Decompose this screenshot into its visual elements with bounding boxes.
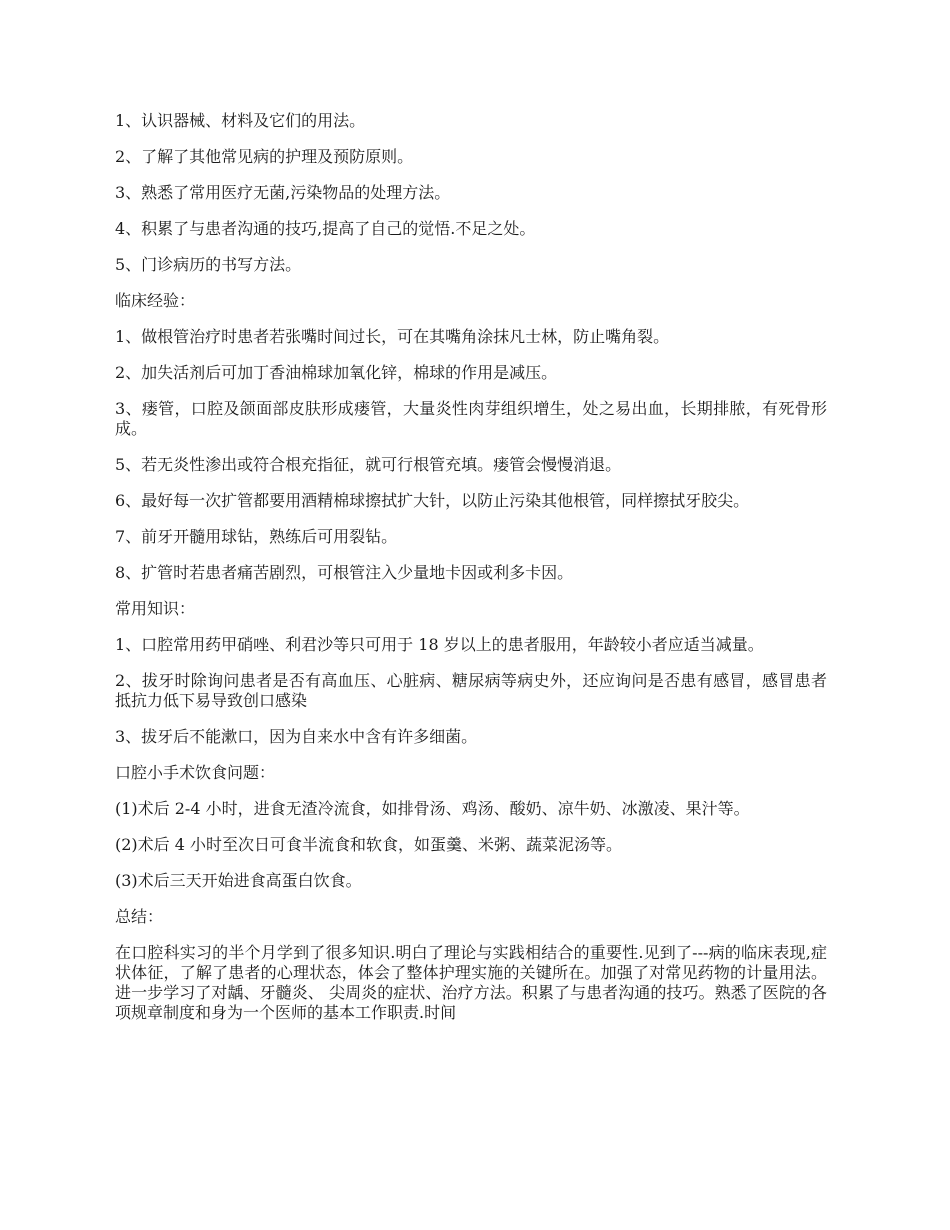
paragraph-clinical-8: 8、扩管时若患者痛苦剧烈，可根管注入少量地卡因或利多卡因。 <box>115 563 574 582</box>
paragraph-diet-2: (2)术后 4 小时至次日可食半流食和软食，如蛋羹、米粥、蔬菜泥汤等。 <box>115 835 623 854</box>
paragraph-clinical-1: 1、做根管治疗时患者若张嘴时间过长，可在其嘴角涂抹凡士林，防止嘴角裂。 <box>115 327 670 346</box>
paragraph-clinical-7: 7、前牙开髓用球钻，熟练后可用裂钻。 <box>115 527 398 546</box>
document-body <box>115 111 827 1039</box>
paragraph-clinical-5: 5、若无炎性渗出或符合根充指征，就可行根管充填。瘘管会慢慢消退。 <box>115 455 622 474</box>
paragraph-diet-1: (1)术后 2-4 小时，进食无渣冷流食，如排骨汤、鸡汤、酸奶、凉牛奶、冰激凌、果汁等。 <box>115 799 750 818</box>
paragraph-knowledge-2: 2、拔牙时除询问患者是否有高血压、心脏病、糖尿病等病史外，还应询问是否患有感冒，感冒患者抵抗力低下易导致创口感染 <box>115 671 827 710</box>
section-heading-common-knowledge: 常用知识： <box>115 599 196 618</box>
paragraph-learned-3: 3、熟悉了常用医疗无菌,污染物品的处理方法。 <box>115 183 451 202</box>
paragraph-learned-2: 2、了解了其他常见病的护理及预防原则。 <box>115 147 414 166</box>
paragraph-learned-1: 1、认识器械、材料及它们的用法。 <box>115 111 366 130</box>
section-heading-diet: 口腔小手术饮食问题： <box>115 763 276 782</box>
paragraph-learned-5: 5、门诊病历的书写方法。 <box>115 255 302 274</box>
paragraph-clinical-3: 3、瘘管，口腔及颌面部皮肤形成瘘管，大量炎性肉芽组织增生，处之易出血，长期排脓，有死骨形成。 <box>115 399 827 438</box>
paragraph-diet-3: (3)术后三天开始进食高蛋白饮食。 <box>115 871 362 890</box>
paragraph-clinical-2: 2、加失活剂后可加丁香油棉球加氧化锌，棉球的作用是减压。 <box>115 363 558 382</box>
section-heading-clinical-experience: 临床经验： <box>115 291 196 310</box>
section-heading-summary: 总结： <box>115 907 164 926</box>
paragraph-clinical-6: 6、最好每一次扩管都要用酒精棉球擦拭扩大针，以防止污染其他根管，同样擦拭牙胶尖。 <box>115 491 750 510</box>
paragraph-summary: 在口腔科实习的半个月学到了很多知识.明白了理论与实践相结合的重要性.见到了---病的临床表现,症状体征，了解了患者的心理状态，体会了整体护理实施的关键所在。加强了对常见药物的计量用法。进一步学习了对龋、牙髓炎、 尖周炎的症状、治疗方法。积累了与患者沟通的技巧。熟悉了医院的各项规章制度和身为一个医师的基本工作职责.时间 <box>115 943 827 1022</box>
paragraph-learned-4: 4、积累了与患者沟通的技巧,提高了自己的觉悟.不足之处。 <box>115 219 536 238</box>
paragraph-knowledge-3: 3、拔牙后不能漱口，因为自来水中含有许多细菌。 <box>115 727 478 746</box>
paragraph-knowledge-1: 1、口腔常用药甲硝唑、利君沙等只可用于 18 岁以上的患者服用，年龄较小者应适当减量。 <box>115 635 764 654</box>
